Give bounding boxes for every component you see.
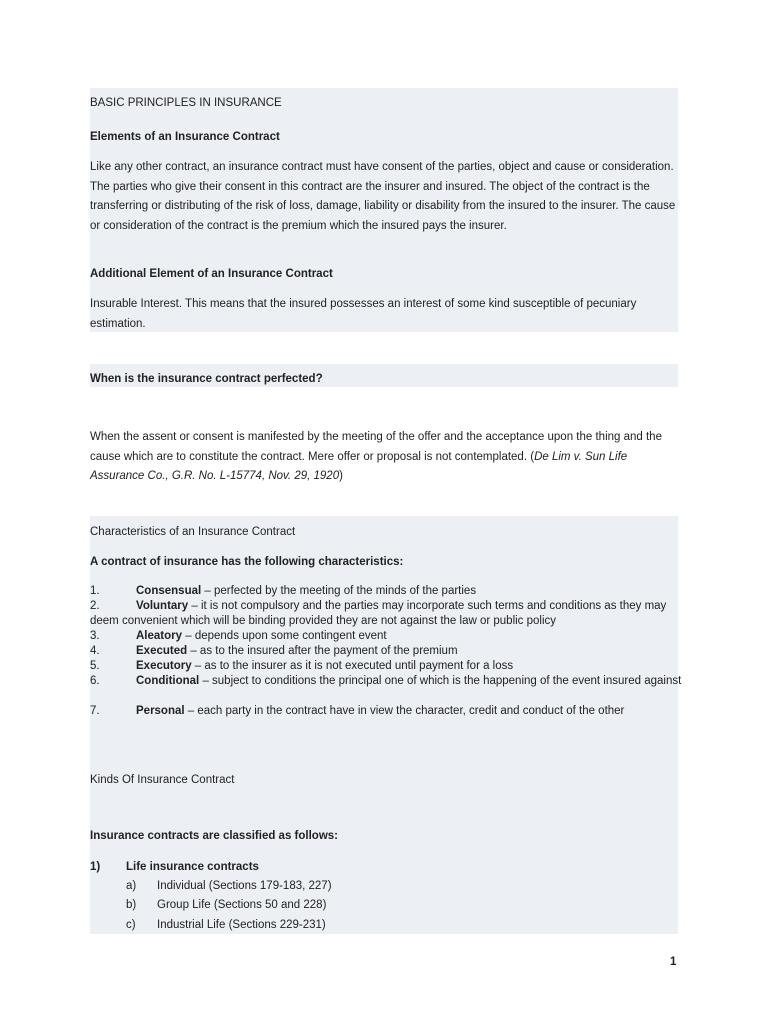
life-title: Life insurance contracts [126,861,259,873]
characteristic-text [66,704,682,719]
characteristic-item [90,644,682,659]
additional-paragraph: Insurable Interest. This means that the insured possesses an interest of some kind susceptible of pecuniary estimation. [90,298,637,330]
characteristic-item [90,659,682,674]
characteristic-term: Consensual [136,585,202,597]
characteristic-description: – as to the insured after the payment of the premium [187,645,458,657]
characteristic-item [90,704,682,719]
subtype-letter: c) [126,919,136,931]
characteristics-intro: A contract of insurance has the following characteristics: [90,556,404,568]
elements-title: Elements of an Insurance Contract [90,131,280,143]
characteristic-number: 1. [90,585,100,597]
characteristic-item [90,674,682,689]
perfected-paragraph [90,428,680,487]
subtype-text: Industrial Life (Sections 229-231) [157,919,326,931]
characteristic-description: – depends upon some contingent event [182,630,387,642]
characteristics-title: Characteristics of an Insurance Contract [90,526,296,538]
perfected-text-end: ) [339,470,343,483]
characteristic-number: 2. [90,600,100,612]
characteristic-item [90,599,682,629]
characteristic-description: – it is not compulsory and the parties may incorporate such terms and conditions as they may deem convenient which will be binding provided they are not against the law or public policy [90,600,667,627]
characteristic-item [90,629,682,644]
characteristic-item [90,584,682,599]
characteristic-number: 3. [90,630,100,642]
kinds-intro: Insurance contracts are classified as follows: [90,830,338,842]
characteristic-text [66,584,682,599]
characteristic-text [66,659,682,674]
characteristic-description: – subject to conditions the principal one of which is the happening of the event insured against [199,675,682,687]
additional-title: Additional Element of an Insurance Contract [90,268,333,280]
case-citation: De Lim v. Sun Life Assurance Co., G.R. No. L-15774, Nov. 29, 1920 [90,450,628,483]
characteristic-number: 7. [90,705,100,717]
subtype-text: Group Life (Sections 50 and 228) [157,899,327,911]
characteristic-term: Conditional [136,675,200,687]
perfected-title: When is the insurance contract perfected? [90,373,323,385]
subtype-letter: b) [126,899,137,911]
subtype-letter: a) [126,880,137,892]
characteristic-description: – perfected by the meeting of the minds of the parties [201,585,477,597]
life-number: 1) [90,861,101,873]
characteristic-term: Aleatory [136,630,183,642]
characteristic-description: – each party in the contract have in view the character, credit and conduct of the other [184,705,625,717]
characteristic-text [66,674,682,689]
characteristic-term: Executory [136,660,192,672]
characteristic-description: – as to the insurer as it is not executed until payment for a loss [191,660,514,672]
characteristic-term: Personal [136,705,185,717]
characteristic-number: 5. [90,660,100,672]
characteristic-number: 4. [90,645,100,657]
kinds-title: Kinds Of Insurance Contract [90,774,235,786]
page-number: 1 [670,956,677,968]
elements-paragraph: Like any other contract, an insurance contract must have consent of the parties, object and cause or consideration. The parties who give their consent in this contract are the insurer and insured. The object of the contract is the transferring or distributing of the risk of loss, damage, liability or disability from the insured to the insurer. The cause or consideration of the contract is the premium which the insured pays the insurer. [90,161,676,232]
characteristic-term: Voluntary [136,600,189,612]
characteristic-number: 6. [90,675,100,687]
document-heading: BASIC PRINCIPLES IN INSURANCE [90,97,282,109]
characteristic-text [66,599,682,629]
characteristic-text [66,644,682,659]
characteristic-term: Executed [136,645,188,657]
characteristic-text [66,629,682,644]
subtype-text: Individual (Sections 179-183, 227) [157,880,332,892]
perfected-text: When the assent or consent is manifested by the meeting of the offer and the acceptance upon the thing and the cause which are to constitute the contract. Mere offer or proposal is not contemplated. ( [90,431,662,463]
